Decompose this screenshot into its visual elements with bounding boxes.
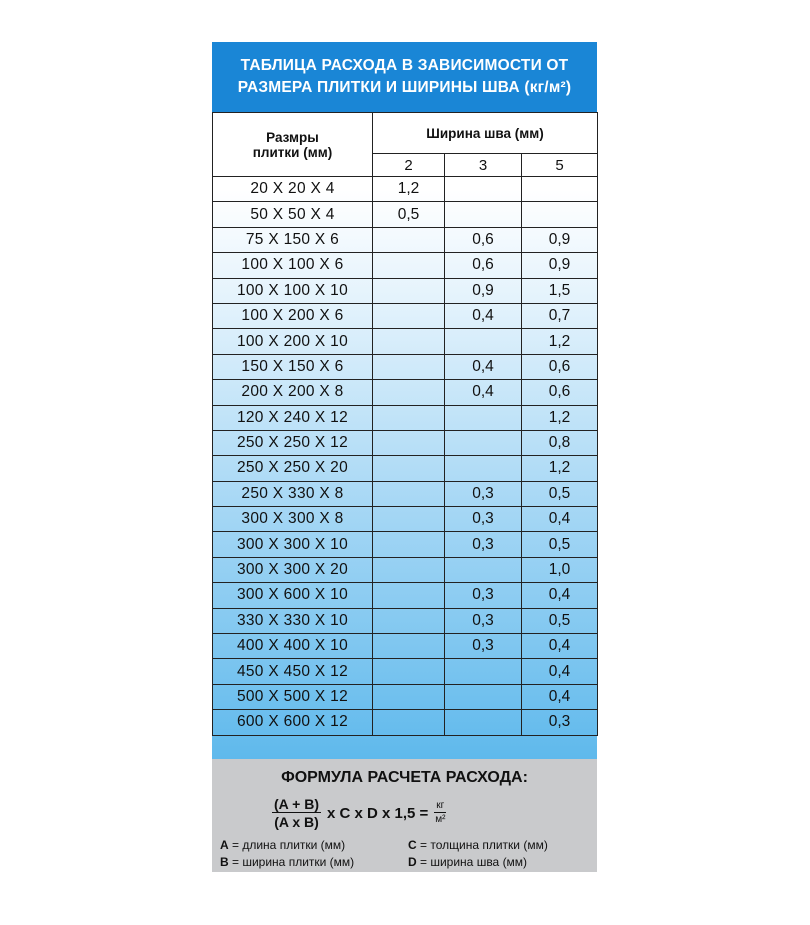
cell-width-3: 0,4 (445, 303, 522, 328)
cell-width-3: 0,3 (445, 583, 522, 608)
cell-tile-size: 100 X 100 X 10 (213, 278, 373, 303)
cell-width-3: 0,6 (445, 253, 522, 278)
cell-width-5: 0,6 (522, 354, 598, 379)
cell-tile-size: 500 X 500 X 12 (213, 684, 373, 709)
legend-c: C = толщина плитки (мм) (408, 838, 548, 852)
column-header-width-3: 3 (445, 154, 522, 177)
column-header-tile-size-line2: плитки (мм) (252, 144, 333, 160)
legend-a: A = длина плитки (мм) (220, 838, 346, 852)
formula-denominator: (A x B) (274, 814, 319, 830)
table-row (213, 456, 598, 481)
cell-width-2 (373, 507, 445, 532)
cell-width-3: 0,3 (445, 481, 522, 506)
cell-width-5: 0,7 (522, 303, 598, 328)
cell-width-3: 0,3 (445, 634, 522, 659)
table-row (213, 278, 598, 303)
cell-width-5: 0,5 (522, 608, 598, 633)
cell-width-2: 1,2 (373, 177, 445, 202)
formula-legend (220, 837, 595, 871)
cell-width-2 (373, 278, 445, 303)
table-row (213, 177, 598, 202)
cell-width-3 (445, 456, 522, 481)
formula-unit-numerator: кг (436, 800, 445, 811)
cell-tile-size: 100 X 200 X 6 (213, 303, 373, 328)
cell-width-2 (373, 583, 445, 608)
legend-d: D = ширина шва (мм) (408, 855, 528, 869)
cell-width-2 (373, 532, 445, 557)
cell-width-2 (373, 227, 445, 252)
cell-width-5: 1,2 (522, 456, 598, 481)
cell-width-3 (445, 659, 522, 684)
header-line-2: РАЗМЕРА ПЛИТКИ И ШИРИНЫ ШВА (кг/м²) (237, 79, 572, 96)
cell-width-5: 0,4 (522, 583, 598, 608)
table-row (213, 659, 598, 684)
table-row (213, 329, 598, 354)
cell-width-5: 0,3 (522, 710, 598, 735)
table-row (213, 481, 598, 506)
cell-tile-size: 450 X 450 X 12 (213, 659, 373, 684)
column-header-width-5: 5 (522, 154, 598, 177)
cell-width-3 (445, 684, 522, 709)
cell-width-2 (373, 253, 445, 278)
column-header-joint-width: Ширина шва (мм) (373, 113, 598, 154)
cell-width-2 (373, 456, 445, 481)
table-row (213, 303, 598, 328)
formula-fraction (272, 796, 321, 830)
table-row (213, 608, 598, 633)
table-row (213, 227, 598, 252)
cell-width-5: 1,2 (522, 329, 598, 354)
table-header-banner (212, 42, 597, 112)
cell-tile-size: 75 X 150 X 6 (213, 227, 373, 252)
cell-width-3: 0,3 (445, 608, 522, 633)
table-row (213, 354, 598, 379)
cell-tile-size: 400 X 400 X 10 (213, 634, 373, 659)
cell-width-5: 0,9 (522, 253, 598, 278)
formula-unit (434, 800, 446, 826)
cell-width-5: 0,9 (522, 227, 598, 252)
cell-width-2 (373, 684, 445, 709)
table-row (213, 684, 598, 709)
cell-tile-size: 200 X 200 X 8 (213, 380, 373, 405)
table-container (212, 112, 597, 759)
legend-b: B = ширина плитки (мм) (220, 855, 355, 869)
table-row (213, 253, 598, 278)
cell-width-2 (373, 710, 445, 735)
formula-section (212, 759, 597, 872)
table-row (213, 202, 598, 227)
cell-tile-size: 120 X 240 X 12 (213, 405, 373, 430)
cell-width-5: 1,0 (522, 557, 598, 582)
cell-width-5 (522, 202, 598, 227)
formula (272, 791, 446, 835)
cell-width-2 (373, 659, 445, 684)
formula-unit-denominator: м² (435, 814, 446, 825)
table-row (213, 532, 598, 557)
cell-tile-size: 250 X 330 X 8 (213, 481, 373, 506)
cell-tile-size: 100 X 100 X 6 (213, 253, 373, 278)
cell-tile-size: 250 X 250 X 20 (213, 456, 373, 481)
column-header-tile-size-line1: Размры (266, 129, 319, 145)
table-body (213, 177, 598, 736)
cell-tile-size: 600 X 600 X 12 (213, 710, 373, 735)
cell-width-3 (445, 202, 522, 227)
cell-tile-size: 300 X 600 X 10 (213, 583, 373, 608)
cell-width-5: 0,5 (522, 532, 598, 557)
cell-width-3: 0,3 (445, 532, 522, 557)
formula-numerator: (A + B) (274, 796, 319, 812)
cell-width-5: 1,5 (522, 278, 598, 303)
cell-width-5: 1,2 (522, 405, 598, 430)
formula-middle: x C x D x 1,5 = (326, 804, 429, 822)
header-line-1: ТАБЛИЦА РАСХОДА В ЗАВИСИМОСТИ ОТ (240, 57, 569, 74)
cell-width-3 (445, 430, 522, 455)
cell-width-5: 0,6 (522, 380, 598, 405)
column-header-tile-size (213, 113, 373, 177)
cell-width-3: 0,6 (445, 227, 522, 252)
cell-width-2: 0,5 (373, 202, 445, 227)
cell-width-2 (373, 329, 445, 354)
cell-width-5: 0,4 (522, 684, 598, 709)
cell-tile-size: 50 X 50 X 4 (213, 202, 373, 227)
cell-width-2 (373, 557, 445, 582)
table-row (213, 430, 598, 455)
cell-tile-size: 300 X 300 X 8 (213, 507, 373, 532)
cell-width-2 (373, 354, 445, 379)
cell-tile-size: 250 X 250 X 12 (213, 430, 373, 455)
consumption-table (212, 112, 598, 736)
cell-width-3: 0,4 (445, 354, 522, 379)
table-row (213, 557, 598, 582)
cell-width-3 (445, 329, 522, 354)
table-row (213, 583, 598, 608)
cell-width-3 (445, 710, 522, 735)
cell-width-2 (373, 405, 445, 430)
consumption-card (212, 42, 597, 872)
cell-width-5: 0,4 (522, 507, 598, 532)
cell-width-2 (373, 380, 445, 405)
cell-width-3: 0,9 (445, 278, 522, 303)
table-row (213, 405, 598, 430)
formula-title: ФОРМУЛА РАСЧЕТА РАСХОДА: (281, 769, 528, 786)
table-row (213, 507, 598, 532)
cell-width-3 (445, 405, 522, 430)
cell-width-5: 0,8 (522, 430, 598, 455)
table-row (213, 380, 598, 405)
cell-width-3: 0,4 (445, 380, 522, 405)
cell-tile-size: 330 X 330 X 10 (213, 608, 373, 633)
table-row (213, 634, 598, 659)
cell-width-5 (522, 177, 598, 202)
cell-tile-size: 100 X 200 X 10 (213, 329, 373, 354)
cell-tile-size: 300 X 300 X 20 (213, 557, 373, 582)
column-header-width-2: 2 (373, 154, 445, 177)
cell-tile-size: 300 X 300 X 10 (213, 532, 373, 557)
cell-width-2 (373, 303, 445, 328)
cell-width-3 (445, 177, 522, 202)
cell-width-5: 0,4 (522, 634, 598, 659)
cell-width-2 (373, 608, 445, 633)
cell-width-2 (373, 430, 445, 455)
cell-tile-size: 20 X 20 X 4 (213, 177, 373, 202)
cell-width-3 (445, 557, 522, 582)
cell-width-2 (373, 481, 445, 506)
cell-width-3: 0,3 (445, 507, 522, 532)
cell-width-2 (373, 634, 445, 659)
cell-width-5: 0,5 (522, 481, 598, 506)
cell-tile-size: 150 X 150 X 6 (213, 354, 373, 379)
table-row (213, 710, 598, 735)
cell-width-5: 0,4 (522, 659, 598, 684)
